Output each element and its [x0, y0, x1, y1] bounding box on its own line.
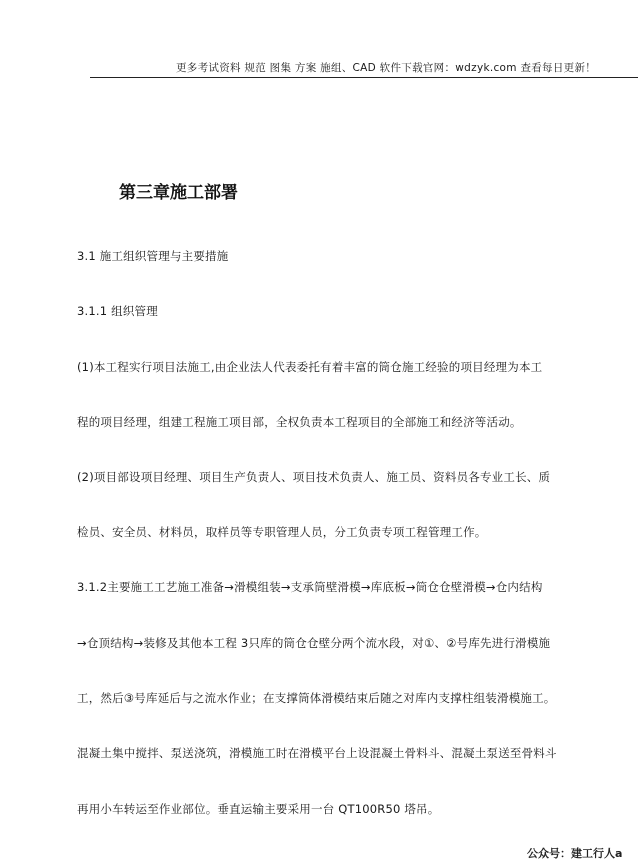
paragraph-line: (2)项目部设项目经理、项目生产负责人、项目技术负责人、施工员、资料员各专业工长、质: [77, 470, 551, 484]
paragraph-line: 程的项目经理，组建工程施工项目部，全权负责本工程项目的全部施工和经济等活动。: [77, 415, 522, 429]
paragraph-line: 工，然后③号库延后与之流水作业；在支撑筒体滑模结束后随之对库内支撑柱组装滑模施工。: [77, 691, 556, 705]
header-banner: 更多考试资料 规范 图集 方案 施组、CAD 软件下载官网：wdzyk.com 查看每日更新！: [176, 62, 597, 74]
section-heading: 3.1 施工组织管理与主要措施: [77, 249, 229, 263]
chapter-title: 第三章施工部署: [119, 183, 238, 203]
header-rule: [90, 77, 638, 78]
paragraph-line: 再用小车转运至作业部位。垂直运输主要采用一台 QT100R50 塔吊。: [77, 802, 440, 816]
paragraph-line: →仓顶结构→装修及其他本工程 3只库的筒仓仓壁分两个流水段，对①、②号库先进行滑模施: [77, 636, 551, 650]
paragraph-line: 混凝土集中搅拌、泵送浇筑，滑模施工时在滑模平台上设混凝土骨料斗、混凝土泵送至骨料斗: [77, 746, 557, 760]
paragraph-line: 3.1.2主要施工工艺施工准备→滑模组装→支承筒壁滑模→库底板→筒仓仓壁滑模→仓内结构: [77, 580, 543, 594]
paragraph-line: (1)本工程实行项目法施工,由企业法人代表委托有着丰富的筒仓施工经验的项目经理为本工: [77, 360, 543, 374]
footer-watermark: 公众号：建工行人a: [527, 847, 623, 860]
paragraph-line: 检员、安全员、材料员，取样员等专职管理人员，分工负责专项工程管理工作。: [77, 525, 487, 539]
subsection-heading: 3.1.1 组织管理: [77, 304, 158, 318]
